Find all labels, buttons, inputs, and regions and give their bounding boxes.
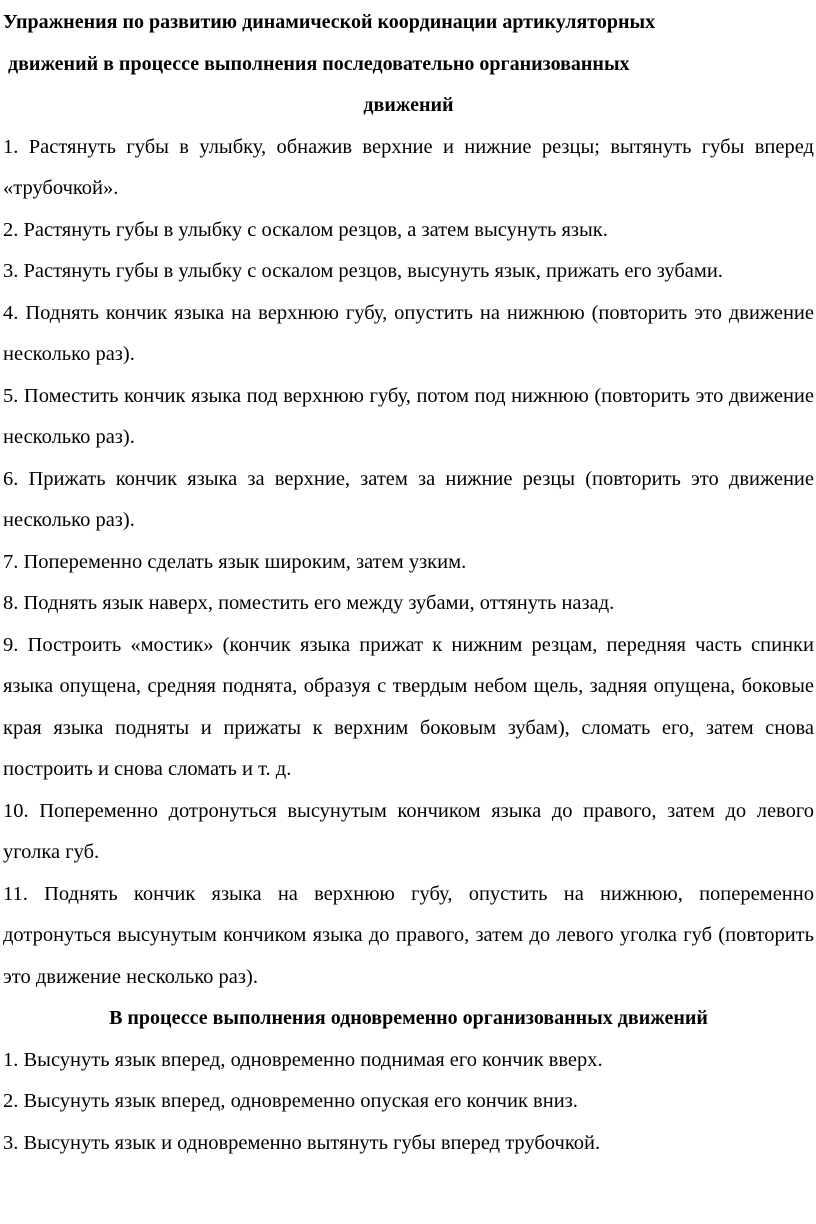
simultaneous-exercise-list <box>3 1040 814 1165</box>
exercise-item: 2. Высунуть язык вперед, одновременно опуская его кончик вниз. <box>3 1090 578 1112</box>
exercise-item: 3. Высунуть язык и одновременно вытянуть губы вперед трубочкой. <box>3 1131 601 1154</box>
document-title <box>3 2 814 127</box>
title-line-1: Упражнения по развитию динамической координации артикуляторных <box>3 11 656 33</box>
section-subtitle: В процессе выполнения одновременно организованных движений <box>109 1007 708 1029</box>
exercise-item: 5. Поместить кончик языка под верхнюю губу, потом под нижнюю (повторить это движение несколько раз). <box>3 384 814 448</box>
title-line-3: движений <box>363 94 454 116</box>
exercise-item: 1. Высунуть язык вперед, одновременно поднимая его кончик вверх. <box>3 1048 603 1071</box>
exercise-item: 6. Прижать кончик языка за верхние, затем за нижние резцы (повторить это движение несколько раз). <box>3 467 814 531</box>
title-line-2: движений в процессе выполнения последовательно организованных <box>8 52 630 75</box>
exercise-item: 2. Растянуть губы в улыбку с оскалом резцов, а затем высунуть язык. <box>3 218 608 241</box>
exercise-item: 10. Попеременно дотронуться высунутым кончиком языка до правого, затем до левого уголка губ. <box>3 799 814 863</box>
sequential-exercise-list <box>3 127 814 999</box>
exercise-item: 1. Растянуть губы в улыбку, обнажив верхние и нижние резцы; вытянуть губы вперед «трубочкой». <box>3 135 814 199</box>
exercise-item: 11. Поднять кончик языка на верхнюю губу, опустить на нижнюю, попеременно дотронуться высунутым кончиком языка до правого, затем до левого уголка губ (повторить это движение несколько раз). <box>3 882 814 988</box>
exercise-item: 3. Растянуть губы в улыбку с оскалом резцов, высунуть язык, прижать его зубами. <box>3 260 723 282</box>
exercise-item: 9. Построить «мостик» (кончик языка прижат к нижним резцам, передняя часть спинки языка опущена, средняя поднята, образуя с твердым небом щель, задняя опущена, боковые края языка подняты и прижаты к верхним боковым зубам), сломать его, затем снова построить и снова сломать и т. д. <box>3 633 814 780</box>
exercise-item: 7. Попеременно сделать язык широким, затем узким. <box>3 550 467 573</box>
exercise-item: 4. Поднять кончик языка на верхнюю губу, опустить на нижнюю (повторить это движение несколько раз). <box>3 301 814 365</box>
exercise-item: 8. Поднять язык наверх, поместить его между зубами, оттянуть назад. <box>3 592 615 614</box>
